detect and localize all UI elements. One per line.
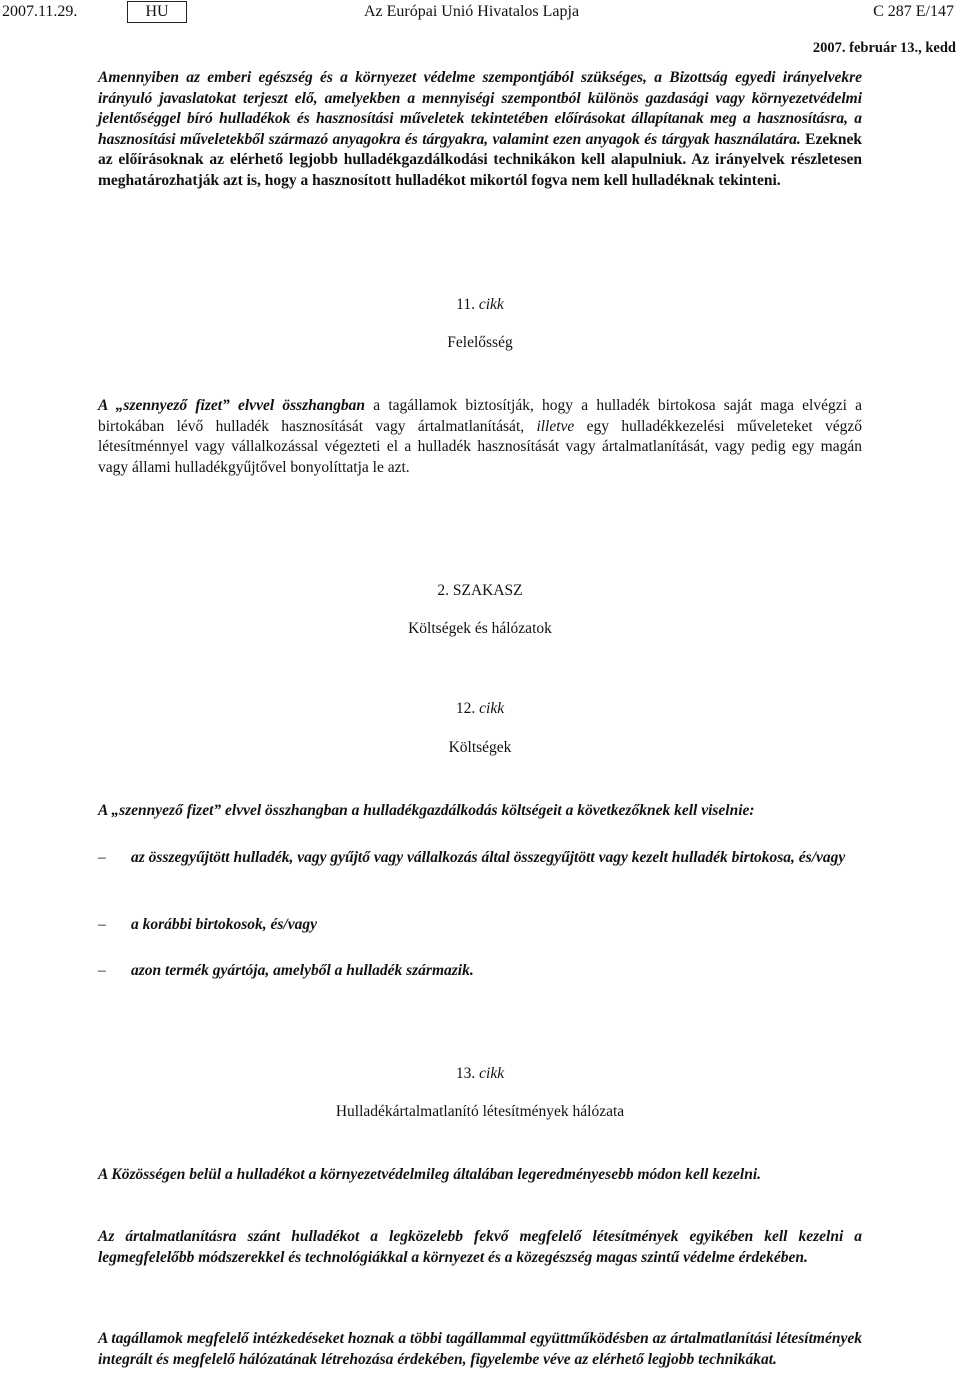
page-reference: C 287 E/147: [873, 3, 954, 20]
header-date: 2007.11.29.: [2, 3, 78, 20]
article-word: cikk: [478, 296, 504, 313]
article-12-intro: [98, 801, 862, 822]
article-number: 13.: [455, 1065, 476, 1082]
list-item-text: a korábbi birtokosok, és/vagy: [131, 916, 317, 933]
article-13-title: Hulladékártalmatlanító létesítmények hálózata: [335, 1103, 625, 1120]
article-12-title: Költségek: [448, 739, 512, 756]
article-13-number: [98, 1065, 862, 1083]
article-11-body: [98, 396, 862, 478]
article-13-p2-text: Az ártalmatlanításra szánt hulladékot a legközelebb fekvő megfelelő létesítmények egyikében kell kezelni a legmegfelelőbb módszerekkel és technológiákkal a környezet és a közegészség magas szintű védelme érdekében.: [98, 1228, 862, 1266]
article-number: 11.: [456, 296, 475, 313]
intro-bold-part: Ezeknek az előírásoknak az elérhető legjobb hulladékgazdálkodási technikákon kell alapulniuk. Az irányelvek részletesen meghatározhatják azt is, hogy a hasznosított hulladékot mikortól fogva nem kell hulladéknak tekinteni.: [98, 130, 862, 189]
article-number: 12.: [455, 700, 476, 717]
article-12-intro-text: A „szennyező fizet” elvvel összhangban a hulladékgazdálkodás költségeit a következőknek kell viselnie:: [98, 802, 755, 819]
language-code-box: HU: [127, 1, 187, 23]
sitting-date: 2007. február 13., kedd: [812, 40, 956, 56]
article-11-title: Felelősség: [447, 334, 513, 351]
article-11-illetve: illetve: [536, 417, 575, 435]
dash-marker: –: [98, 849, 106, 866]
list-item-text: az összegyűjtött hulladék, vagy gyűjtő vagy vállalkozás által összegyűjtött vagy kezelt hulladék birtokosa, és/vagy: [131, 849, 846, 866]
intro-paragraph: [98, 68, 862, 191]
intro-italic-part: Amennyiben az emberi egészség és a környezet védelme szempontjából szükséges, a Bizottság egyedi irányelvekre irányuló javaslatokat terjeszt elő, amelyekben a mennyiségi szempontból különös gazdasági vagy környezetvédelmi jelentőséggel bíró hulladékok és hasznosítási műveletek tekintetében előírásokat állapítanak meg a hasznosításra, a hasznosítási műveletekből származó anyagokra és tárgyakra, valamint ezen anyagok és tárgyak használatára.: [98, 69, 862, 148]
article-11-text-1: a tagállamok biztosítják, hogy a hulladék birtokosa saját maga elvégzi a birtokában lévő hulladék hasznosítását vagy ártalmatlanítását,: [98, 397, 863, 435]
article-11-number: [98, 296, 862, 314]
dash-marker: –: [98, 916, 106, 933]
article-13-p1-text: A Közösségen belül a hulladékot a környezetvédelmileg általában legeredményesebb módon kell kezelni.: [98, 1166, 762, 1183]
article-11-text-2: egy hulladékkezelési műveleteket végző létesítménnyel vagy vállalkozással végezteti el a hulladék hasznosítását vagy ártalmatlanítását, vagy pedig egy magán vagy állami hulladékgyűjtővel bonyolíttatja le azt.: [98, 417, 862, 476]
article-13-p1: [98, 1165, 862, 1186]
article-12-number: [98, 700, 862, 718]
dash-marker: –: [98, 962, 106, 979]
page-header: [0, 0, 960, 26]
list-item-text: azon termék gyártója, amelyből a hulladék származik.: [131, 962, 474, 979]
section-2-title: Költségek és hálózatok: [408, 620, 552, 637]
article-word: cikk: [479, 700, 505, 717]
article-word: cikk: [479, 1065, 505, 1082]
journal-title: Az Európai Unió Hivatalos Lapja: [364, 3, 580, 20]
article-13-p3: [98, 1329, 862, 1370]
article-11-lead: A „szennyező fizet” elvvel összhangban: [98, 397, 366, 414]
section-2-label: 2. SZAKASZ: [437, 582, 523, 599]
article-13-p2: [98, 1227, 862, 1268]
article-13-p3-text: A tagállamok megfelelő intézkedéseket hoznak a többi tagállammal együttműködésben az ártalmatlanítási létesítmények integrált és megfelelő hálózatának létrehozása érdekében, figyelembe véve az elérhető legjobb technikákat.: [98, 1330, 862, 1368]
